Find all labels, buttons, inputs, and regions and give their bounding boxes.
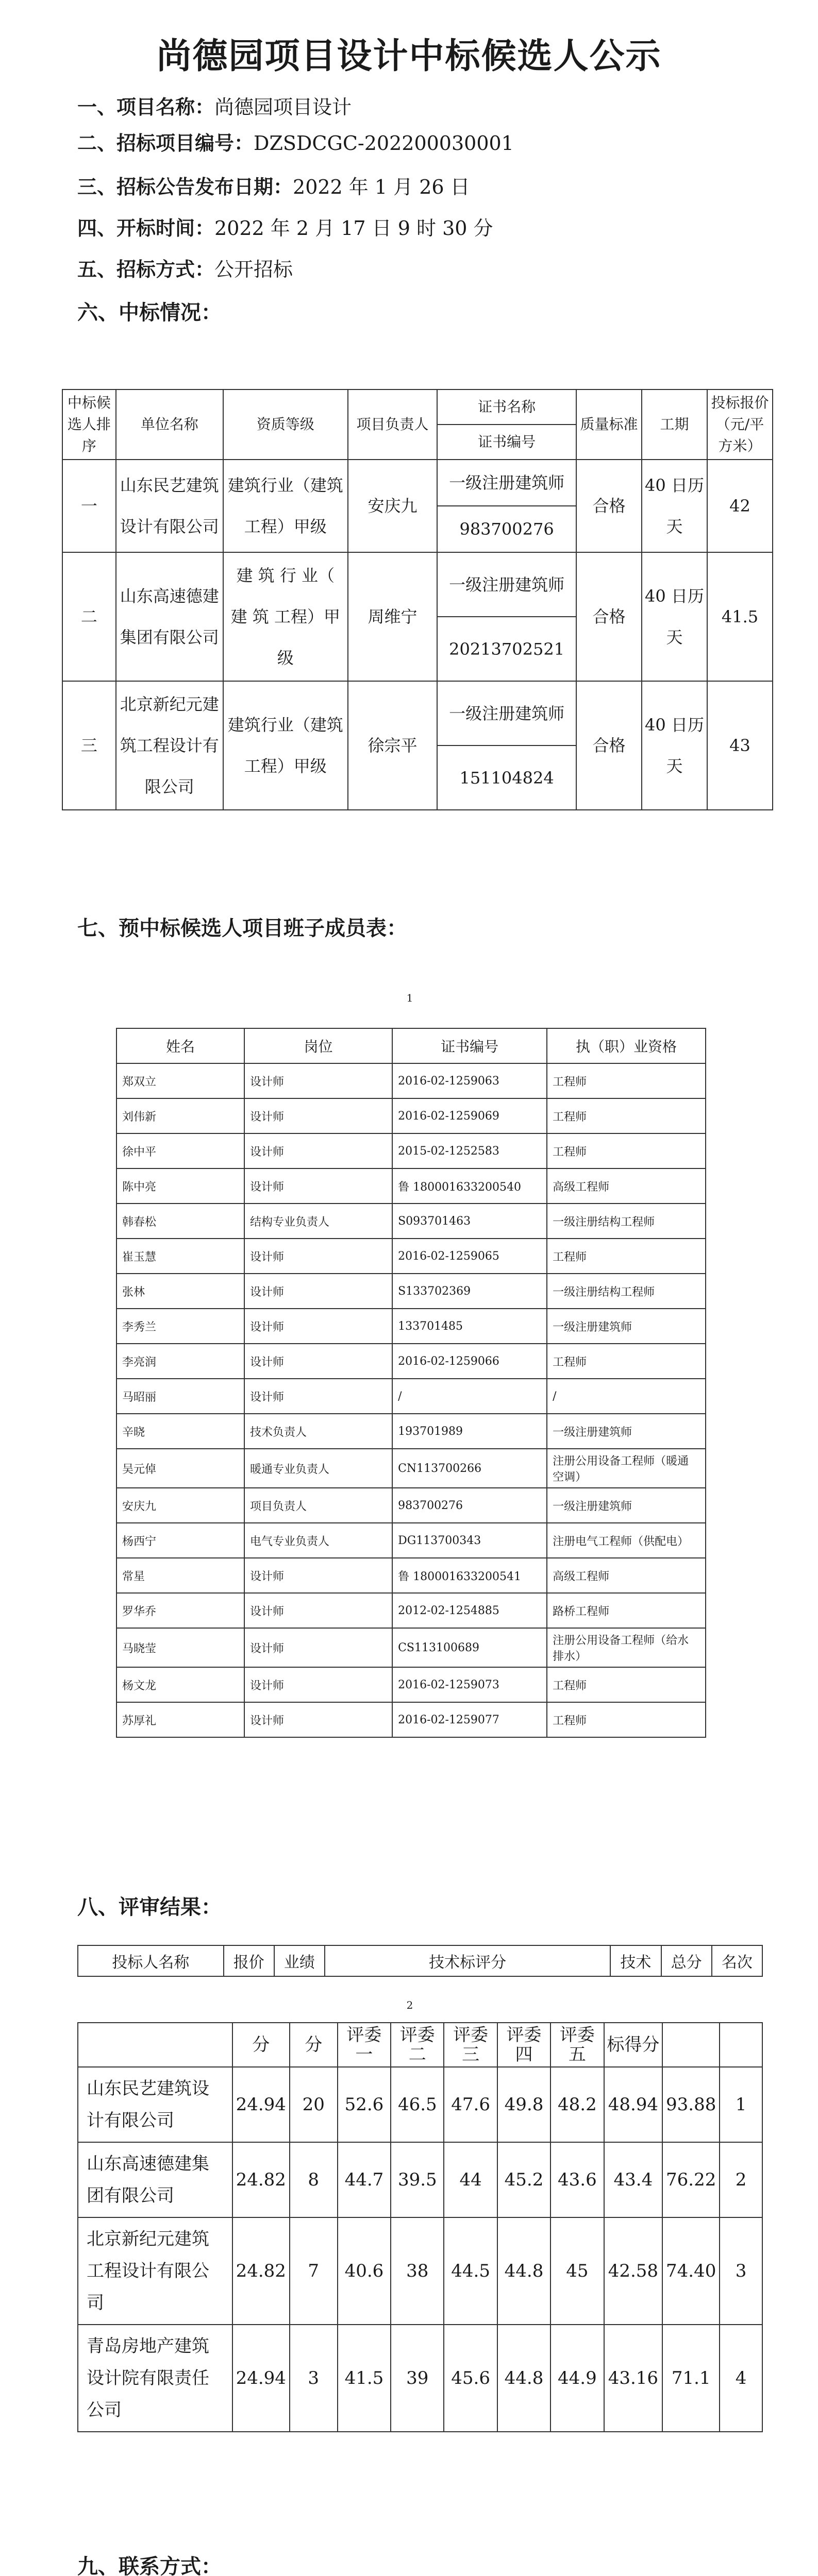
table-cell: 24.82: [232, 2217, 290, 2325]
table-row: [62, 552, 773, 617]
table-cell: 41.5: [338, 2325, 391, 2432]
table-cell: 徐宗平: [348, 681, 437, 810]
table-header-cell: 工期: [642, 389, 707, 460]
field-label: 五、招标方式：: [77, 258, 215, 281]
table-cell: 1: [720, 2067, 762, 2142]
table-cell: 设计师: [244, 1558, 392, 1593]
table-cell: 2016-02-1259077: [392, 1702, 547, 1737]
table-cell: 49.8: [497, 2067, 550, 2142]
table-cell: 韩春松: [116, 1204, 244, 1239]
table-row: [116, 1344, 706, 1379]
team-member-table: [116, 1028, 706, 1738]
field-value: 公开招标: [214, 258, 293, 281]
table-cell: 工程师: [547, 1063, 706, 1098]
table-cell: 45.6: [444, 2325, 497, 2432]
table-cell: 设计师: [244, 1063, 392, 1098]
table-cell: 983700276: [437, 506, 576, 552]
section-heading-8: 八、评审结果：: [77, 1895, 222, 1919]
table-cell: 39.5: [391, 2142, 444, 2217]
field-project-code: [77, 131, 514, 155]
field-open-time: [77, 216, 493, 240]
table-cell: 山东民艺建筑设计有限公司: [116, 460, 223, 552]
field-project-name: [77, 95, 352, 119]
table-cell: 983700276: [392, 1488, 547, 1523]
field-method: [77, 258, 293, 281]
table-row: [116, 1063, 706, 1098]
bid-result-table: [62, 389, 773, 810]
field-label: 四、开标时间：: [77, 217, 215, 240]
table-cell: 路桥工程师: [547, 1593, 706, 1628]
table-cell: 北京新纪元建筑工程设计有限公司: [78, 2217, 232, 2325]
table-cell: 48.94: [604, 2067, 663, 2142]
field-announce-date: [77, 175, 470, 199]
table-cell: 山东高速德建集团有限公司: [116, 552, 223, 681]
table-row: [78, 2067, 762, 2142]
table-cell: 杨西宁: [116, 1523, 244, 1558]
table-cell: 一级注册建筑师: [437, 681, 576, 745]
table-cell: DG113700343: [392, 1523, 547, 1558]
table-cell: 设计师: [244, 1628, 392, 1667]
field-value: 2022 年 1 月 26 日: [293, 176, 470, 198]
page-title: 尚德园项目设计中标候选人公示: [156, 36, 662, 77]
table-cell: 常星: [116, 1558, 244, 1593]
table-cell: CS113100689: [392, 1628, 547, 1667]
table-cell: 山东高速德建集团有限公司: [78, 2142, 232, 2217]
table-cell: 7: [290, 2217, 338, 2325]
table-cell: 24.94: [232, 2325, 290, 2432]
table-header-cell: 业绩: [274, 1945, 325, 1976]
table-cell: 建筑行业（建筑工程）甲级: [223, 460, 348, 552]
table-cell: 一级注册结构工程师: [547, 1204, 706, 1239]
table-header-cell: 岗位: [244, 1028, 392, 1063]
table-cell: 71.1: [662, 2325, 720, 2432]
table-header-cell: 分: [232, 2023, 290, 2067]
table-cell: 3: [290, 2325, 338, 2432]
table-header-row: [78, 2023, 762, 2067]
table-cell: 马昭丽: [116, 1379, 244, 1414]
table-cell: 47.6: [444, 2067, 497, 2142]
table-cell: 二: [62, 552, 116, 681]
table-row: [116, 1702, 706, 1737]
table-header-cell: 标得分: [604, 2023, 663, 2067]
table-cell: 44.5: [444, 2217, 497, 2325]
review-header-table: [77, 1945, 763, 1977]
section-heading-7: 七、预中标候选人项目班子成员表：: [77, 917, 407, 940]
table-header-cell: 项目负责人: [348, 389, 437, 460]
table-cell: 20: [290, 2067, 338, 2142]
table-cell: 罗华乔: [116, 1593, 244, 1628]
table-row: [116, 1667, 706, 1702]
table-cell: S093701463: [392, 1204, 547, 1239]
table-cell: 4: [720, 2325, 762, 2432]
table-header-row: [116, 1028, 706, 1063]
table-header-cell: 执（职）业资格: [547, 1028, 706, 1063]
table-cell: 设计师: [244, 1309, 392, 1344]
table-header-cell: 评委二: [391, 2023, 444, 2067]
table-header-cell: 姓名: [116, 1028, 244, 1063]
table-cell: 2016-02-1259069: [392, 1098, 547, 1133]
table-cell: 42.58: [604, 2217, 663, 2325]
table-cell: 2012-02-1254885: [392, 1593, 547, 1628]
table-cell: 北京新纪元建筑工程设计有限公司: [116, 681, 223, 810]
table-row: [116, 1558, 706, 1593]
table-cell: 设计师: [244, 1274, 392, 1309]
table-cell: 40 日历天: [642, 681, 707, 810]
table-cell: 工程师: [547, 1239, 706, 1274]
table-row: [78, 2142, 762, 2217]
table-cell: 39: [391, 2325, 444, 2432]
table-cell: 合格: [576, 552, 642, 681]
table-cell: 46.5: [391, 2067, 444, 2142]
table-header-row: [78, 1945, 762, 1976]
table-cell: 陈中亮: [116, 1168, 244, 1204]
table-cell: 项目负责人: [244, 1488, 392, 1523]
table-cell: 注册电气工程师（供配电）: [547, 1523, 706, 1558]
table-header-cell: [662, 2023, 720, 2067]
table-cell: 高级工程师: [547, 1168, 706, 1204]
table-cell: 工程师: [547, 1667, 706, 1702]
table-row: [116, 1133, 706, 1168]
table-cell: 193701989: [392, 1414, 547, 1449]
table-cell: 41.5: [707, 552, 773, 681]
table-cell: 张林: [116, 1274, 244, 1309]
table-header-cell: 资质等级: [223, 389, 348, 460]
page-number: 2: [406, 1999, 413, 2011]
table-cell: 2016-02-1259073: [392, 1667, 547, 1702]
table-header-cell: [720, 2023, 762, 2067]
table-header-cell: 评委四: [497, 2023, 550, 2067]
table-row: [116, 1523, 706, 1558]
table-cell: 一级注册建筑师: [437, 460, 576, 506]
table-cell: 崔玉慧: [116, 1239, 244, 1274]
table-cell: 45: [550, 2217, 604, 2325]
table-row: [116, 1593, 706, 1628]
table-row: [116, 1628, 706, 1667]
table-cell: 52.6: [338, 2067, 391, 2142]
table-cell: 工程师: [547, 1344, 706, 1379]
table-cell: 2016-02-1259063: [392, 1063, 547, 1098]
table-cell: 一: [62, 460, 116, 552]
table-cell: 合格: [576, 681, 642, 810]
table-row: [116, 1098, 706, 1133]
table-cell: 44.7: [338, 2142, 391, 2217]
table-cell: 2016-02-1259065: [392, 1239, 547, 1274]
table-cell: 20213702521: [437, 617, 576, 681]
table-cell: 24.94: [232, 2067, 290, 2142]
table-cell: 43.16: [604, 2325, 663, 2432]
table-row: [78, 2325, 762, 2432]
table-header-cell: [78, 2023, 232, 2067]
team-member-table-body: [116, 1063, 706, 1737]
table-cell: 李亮润: [116, 1344, 244, 1379]
field-value: 2022 年 2 月 17 日 9 时 30 分: [214, 217, 493, 240]
table-cell: 43.6: [550, 2142, 604, 2217]
table-cell: /: [392, 1379, 547, 1414]
table-cell: 安庆九: [348, 460, 437, 552]
table-row: [116, 1488, 706, 1523]
table-cell: 93.88: [662, 2067, 720, 2142]
table-cell: 43.4: [604, 2142, 663, 2217]
table-row: [116, 1449, 706, 1488]
table-cell: 一级注册结构工程师: [547, 1274, 706, 1309]
table-row: [116, 1309, 706, 1344]
table-header-cell: 证书编号: [392, 1028, 547, 1063]
table-cell: 一级注册建筑师: [437, 552, 576, 617]
table-cell: 徐中平: [116, 1133, 244, 1168]
table-cell: 工程师: [547, 1098, 706, 1133]
table-cell: 42: [707, 460, 773, 552]
table-cell: 44.9: [550, 2325, 604, 2432]
table-header-cell: 技术标评分: [325, 1945, 610, 1976]
field-label: 一、项目名称：: [77, 96, 215, 118]
table-header-cell: 中标候选人排序: [62, 389, 116, 460]
table-cell: 24.82: [232, 2142, 290, 2217]
page-number: 1: [406, 992, 413, 1004]
table-cell: 刘伟新: [116, 1098, 244, 1133]
table-cell: 一级注册建筑师: [547, 1488, 706, 1523]
table-cell: 设计师: [244, 1168, 392, 1204]
table-cell: 设计师: [244, 1239, 392, 1274]
table-cell: 2016-02-1259066: [392, 1344, 547, 1379]
table-row: [62, 681, 773, 745]
table-cell: S133702369: [392, 1274, 547, 1309]
table-cell: 设计师: [244, 1702, 392, 1737]
table-header-cell: 分: [290, 2023, 338, 2067]
table-header-cell: 报价: [224, 1945, 274, 1976]
table-cell: 建 筑 行 业（ 建 筑 工程）甲级: [223, 552, 348, 681]
table-cell: 40 日历天: [642, 552, 707, 681]
table-header-cell: 证书名称: [437, 389, 576, 425]
table-cell: 马晓莹: [116, 1628, 244, 1667]
review-score-table: [77, 2022, 763, 2432]
table-cell: 48.2: [550, 2067, 604, 2142]
table-cell: 设计师: [244, 1379, 392, 1414]
table-cell: 45.2: [497, 2142, 550, 2217]
table-header-cell: 投标人名称: [78, 1945, 224, 1976]
table-cell: 苏厚礼: [116, 1702, 244, 1737]
table-cell: 注册公用设备工程师（暖通空调）: [547, 1449, 706, 1488]
table-row: [62, 460, 773, 506]
table-cell: 设计师: [244, 1593, 392, 1628]
table-cell: 三: [62, 681, 116, 810]
table-cell: 3: [720, 2217, 762, 2325]
table-row: [78, 2217, 762, 2325]
table-cell: 设计师: [244, 1667, 392, 1702]
table-cell: 青岛房地产建筑设计院有限责任公司: [78, 2325, 232, 2432]
table-cell: 工程师: [547, 1133, 706, 1168]
table-cell: 合格: [576, 460, 642, 552]
table-row: [116, 1274, 706, 1309]
table-cell: 8: [290, 2142, 338, 2217]
table-cell: 设计师: [244, 1133, 392, 1168]
table-row: [116, 1168, 706, 1204]
table-cell: 建筑行业（建筑工程）甲级: [223, 681, 348, 810]
table-cell: 44: [444, 2142, 497, 2217]
table-cell: 技术负责人: [244, 1414, 392, 1449]
field-value: DZSDCGC-202200030001: [254, 132, 514, 155]
table-cell: 安庆九: [116, 1488, 244, 1523]
table-cell: 周维宁: [348, 552, 437, 681]
table-cell: 44.8: [497, 2217, 550, 2325]
table-cell: 李秀兰: [116, 1309, 244, 1344]
table-row: [116, 1239, 706, 1274]
table-cell: 鲁 1800016332005​41: [392, 1558, 547, 1593]
table-cell: 2: [720, 2142, 762, 2217]
table-row: [116, 1379, 706, 1414]
field-value: 尚德园项目设计: [214, 96, 352, 118]
table-cell: 151104824: [437, 745, 576, 810]
table-header-cell: 评委一: [338, 2023, 391, 2067]
table-row: [116, 1414, 706, 1449]
table-cell: 辛晓: [116, 1414, 244, 1449]
table-cell: 吴元倬: [116, 1449, 244, 1488]
table-cell: 高级工程师: [547, 1558, 706, 1593]
table-header-cell: 名次: [712, 1945, 762, 1976]
table-cell: 一级注册建筑师: [547, 1414, 706, 1449]
table-cell: 38: [391, 2217, 444, 2325]
table-header-cell: 投标报价（元/平方米）: [707, 389, 773, 460]
table-cell: 工程师: [547, 1702, 706, 1737]
section-heading-9: 九、联系方式：: [77, 2555, 222, 2576]
field-label: 二、招标项目编号：: [77, 132, 254, 155]
table-header-cell: 质量标准: [576, 389, 642, 460]
table-cell: 44.8: [497, 2325, 550, 2432]
table-cell: /: [547, 1379, 706, 1414]
table-header-cell: 证书编号: [437, 425, 576, 460]
table-cell: 40 日历天: [642, 460, 707, 552]
table-cell: 设计师: [244, 1098, 392, 1133]
table-cell: 设计师: [244, 1344, 392, 1379]
table-header-cell: 单位名称: [116, 389, 223, 460]
table-cell: 暖通专业负责人: [244, 1449, 392, 1488]
table-header-cell: 技术: [610, 1945, 661, 1976]
table-cell: 郑双立: [116, 1063, 244, 1098]
table-cell: 山东民艺建筑设计有限公司: [78, 2067, 232, 2142]
table-cell: 鲁 1800016332005​40: [392, 1168, 547, 1204]
review-score-table-body: [78, 2067, 762, 2432]
table-cell: 一级注册建筑师: [547, 1309, 706, 1344]
table-cell: 2015-02-1252583: [392, 1133, 547, 1168]
table-header-cell: 评委三: [444, 2023, 497, 2067]
table-cell: 133701485: [392, 1309, 547, 1344]
table-cell: 40.6: [338, 2217, 391, 2325]
table-cell: CN113700266: [392, 1449, 547, 1488]
table-header-row: [62, 389, 773, 425]
table-cell: 43: [707, 681, 773, 810]
table-header-cell: 评委五: [550, 2023, 604, 2067]
table-cell: 杨文龙: [116, 1667, 244, 1702]
table-cell: 74.40: [662, 2217, 720, 2325]
table-header-cell: 总分: [661, 1945, 712, 1976]
field-label: 三、招标公告发布日期：: [77, 176, 293, 198]
table-cell: 结构专业负责人: [244, 1204, 392, 1239]
table-cell: 注册公用设备工程师（给水排水）: [547, 1628, 706, 1667]
table-cell: 76.22: [662, 2142, 720, 2217]
table-cell: 电气专业负责人: [244, 1523, 392, 1558]
section-heading-6: 六、中标情况：: [77, 301, 222, 325]
table-row: [116, 1204, 706, 1239]
